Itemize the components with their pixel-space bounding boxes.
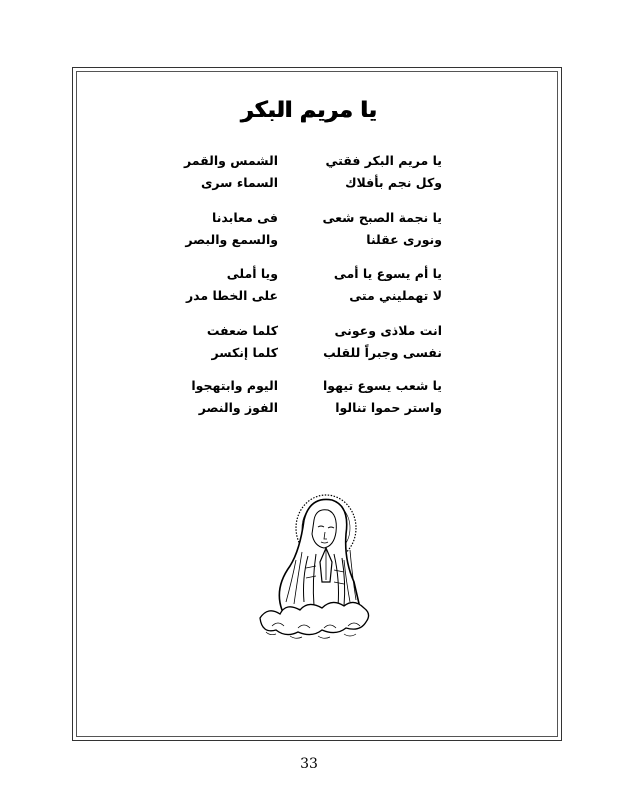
page-title: يا مريم البكر: [241, 98, 377, 123]
verse-line: فى معابدنا: [212, 210, 278, 225]
verse-line: واستر حموا تنالوا: [335, 400, 442, 415]
verse-line: وكل نجم بأفلاك: [345, 175, 442, 190]
verse-line: يا مريم البكر فقتي: [325, 153, 442, 168]
verse-line: الشمس والقمر: [183, 153, 278, 168]
verse-line: كلما إنكسر: [211, 345, 278, 360]
verse-line: ويا أملى: [226, 266, 278, 281]
virgin-mary-illustration: [246, 490, 380, 650]
page-number: 33: [300, 756, 318, 772]
verse-line: لا تهمليني متى: [349, 288, 442, 303]
verse-line: على الخطا مدر: [185, 288, 278, 303]
verse-line: ونورى عقلنا: [366, 232, 442, 247]
verse-line: السماء سرى: [200, 175, 278, 190]
verse-line: كلما ضعفت: [206, 323, 278, 338]
verse-line: يا نجمة الصبح شعى: [322, 210, 442, 225]
verse-line: الفوز والنصر: [198, 400, 278, 415]
verse-line: يا شعب يسوع تيهوا: [323, 378, 442, 393]
verse-line: نفسى وجبراً للقلب: [323, 345, 442, 360]
verse-line: يا أم يسوع يا أمى: [333, 266, 442, 281]
verse-line: والسمع والبصر: [185, 232, 278, 247]
verse-line: انت ملاذى وعونى: [334, 323, 442, 338]
verse-line: اليوم وابتهجوا: [191, 378, 278, 393]
